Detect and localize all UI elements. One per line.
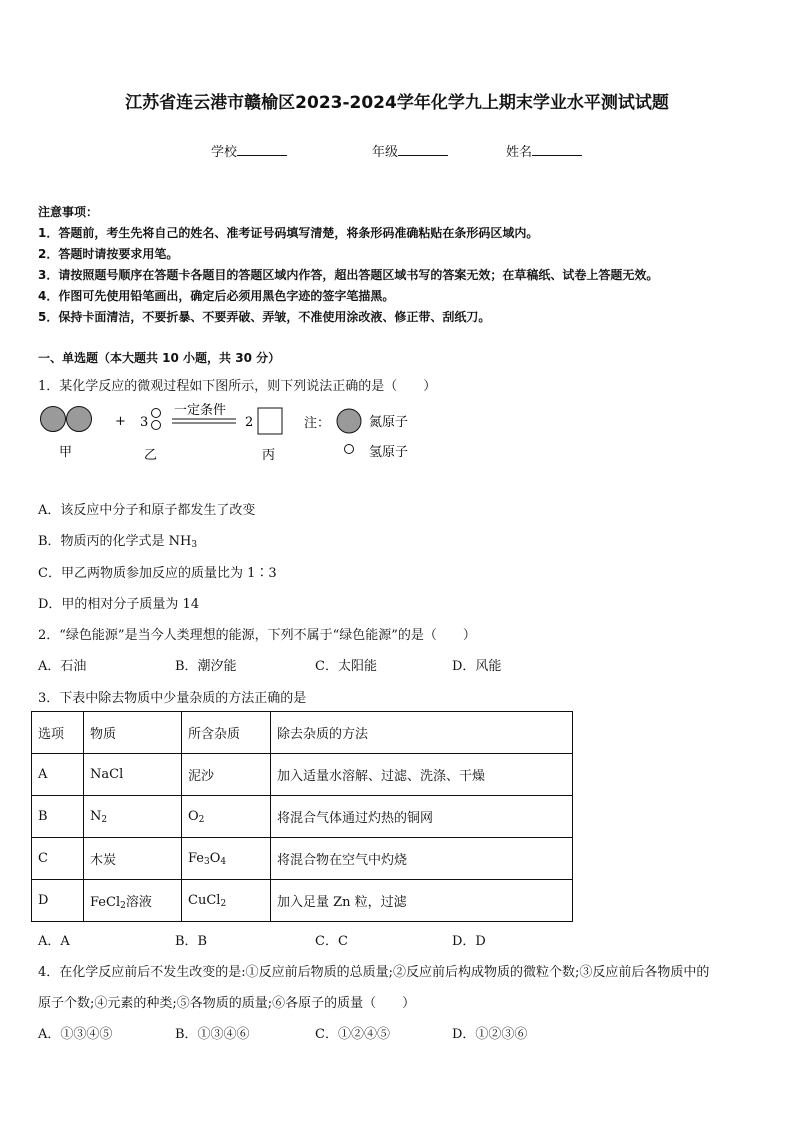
grade-blank xyxy=(398,143,448,156)
q4-option-a: A．①③④⑤ xyxy=(38,1027,113,1042)
plus-sign: + xyxy=(115,414,126,429)
q4-option-d: D．①②③⑥ xyxy=(452,1027,528,1042)
notes-heading: 注意事项： xyxy=(38,205,99,219)
q2-option-c: C．太阳能 xyxy=(315,659,377,674)
reaction-diagram xyxy=(30,398,450,472)
table-header-row xyxy=(32,712,573,754)
note-item-3: 3．请按照题号顺序在答题卡各题目的答题区域内作答，超出答题区域书写的答案无效；在草稿纸、试卷上答题无效。 xyxy=(38,268,659,282)
coef-c: 2 xyxy=(245,415,254,430)
impurity-subscript: 3 xyxy=(204,856,210,867)
table-row xyxy=(32,880,573,922)
substance-cell xyxy=(84,880,182,922)
option-cell: C xyxy=(32,838,84,880)
label-jia: 甲 xyxy=(59,445,73,460)
q3-option-a: A．A xyxy=(38,934,70,949)
q3-option-d: D．D xyxy=(452,934,486,949)
legend-h-label: 氢原子 xyxy=(369,445,409,460)
legend-h-atom-icon xyxy=(345,445,354,454)
q2-option-b: B．潮汐能 xyxy=(175,659,237,674)
impurity-text: 泥沙 xyxy=(188,769,215,784)
header-cell: 物质 xyxy=(84,712,182,754)
grade-field xyxy=(372,141,448,160)
grade-label: 年级 xyxy=(372,145,399,160)
substance-cell xyxy=(84,796,182,838)
legend-n-atom-icon xyxy=(337,409,361,433)
note-item-4: 4．作图可先使用铅笔画出，确定后必须用黑色字迹的签字笔描黑。 xyxy=(38,289,395,303)
method-cell: 加入足量 Zn 粒，过滤 xyxy=(271,880,573,922)
q1-option-c: C．甲乙两物质参加反应的质量比为 1∶3 xyxy=(38,566,277,581)
q1-option-b xyxy=(38,530,197,550)
legend-note-label: 注： xyxy=(304,416,331,431)
school-blank xyxy=(237,143,287,156)
method-cell: 将混合物在空气中灼烧 xyxy=(271,838,573,880)
impurity-cell xyxy=(182,754,271,796)
q1-option-a: A．该反应中分子和原子都发生了改变 xyxy=(38,503,256,518)
table-row xyxy=(32,754,573,796)
table-row xyxy=(32,838,573,880)
impurity-cell xyxy=(182,796,271,838)
substance-text: NaCl xyxy=(90,767,124,782)
table-row xyxy=(32,796,573,838)
coef-b: 3 xyxy=(140,415,149,430)
name-label: 姓名 xyxy=(506,145,533,160)
option-cell: A xyxy=(32,754,84,796)
option-cell: B xyxy=(32,796,84,838)
substance-text: 木炭 xyxy=(90,853,117,868)
impurity-text: Fe xyxy=(188,850,205,866)
q4-stem-line1: 4．在化学反应前后不发生改变的是:①反应前后物质的总质量;②反应前后构成物质的微粒个数;③反应前后各物质中的 xyxy=(38,965,710,980)
q2-stem: 2．“绿色能源”是当今人类理想的能源，下列不属于“绿色能源”的是（ ） xyxy=(38,628,476,643)
q3-option-c: C．C xyxy=(315,934,348,949)
q2-option-a: A．石油 xyxy=(38,659,87,674)
note-item-1: 1．答题前，考生先将自己的姓名、准考证号码填写清楚，将条形码准确粘贴在条形码区域内。 xyxy=(38,226,539,240)
q3-table xyxy=(31,711,573,922)
substance-cell xyxy=(84,838,182,880)
reaction-condition: 一定条件 xyxy=(174,403,227,418)
impurity-cell xyxy=(182,838,271,880)
label-yi: 乙 xyxy=(144,448,158,463)
h-atom-icon xyxy=(152,421,161,430)
header-cell: 除去杂质的方法 xyxy=(271,712,573,754)
name-field xyxy=(506,141,582,160)
header-cell: 所含杂质 xyxy=(182,712,271,754)
impurity-text-mid: O xyxy=(209,850,221,866)
n-atom-icon xyxy=(67,407,92,432)
school-label: 学校 xyxy=(211,145,238,160)
q4-option-b: B．①③④⑥ xyxy=(175,1027,250,1042)
q4-option-c: C．①②④⑤ xyxy=(315,1027,390,1042)
q3-stem: 3．下表中除去物质中少量杂质的方法正确的是 xyxy=(38,691,307,706)
option-cell: D xyxy=(32,880,84,922)
substance-text-tail: 溶液 xyxy=(125,894,152,910)
substance-cell xyxy=(84,754,182,796)
substance-subscript: 2 xyxy=(101,814,108,825)
method-cell: 将混合气体通过灼热的铜网 xyxy=(271,796,573,838)
section-heading: 一、单选题（本大题共 10 小题，共 30 分） xyxy=(38,351,281,365)
page-title: 江苏省连云港市赣榆区2023-2024学年化学九上期末学业水平测试试题 xyxy=(125,93,669,113)
q4-stem-line2: 原子个数;④元素的种类;⑤各物质的质量;⑥各原子的质量（ ） xyxy=(38,996,416,1011)
q1-option-b-sub: 3 xyxy=(191,540,198,550)
method-cell: 加入适量水溶解、过滤、洗涤、干燥 xyxy=(271,754,573,796)
n-atom-icon xyxy=(41,407,66,432)
h-atom-icon xyxy=(152,409,161,418)
note-item-2: 2．答题时请按要求用笔。 xyxy=(38,247,179,261)
q1-option-b-text: B．物质丙的化学式是 NH xyxy=(38,534,192,549)
impurity-text: CuCl xyxy=(188,892,221,908)
legend-n-label: 氮原子 xyxy=(369,415,409,430)
q1-option-d: D．甲的相对分子质量为 14 xyxy=(38,597,200,612)
q1-stem: 1．某化学反应的微观过程如下图所示，则下列说法正确的是（ ） xyxy=(38,379,437,394)
product-box xyxy=(258,408,282,434)
name-blank xyxy=(532,143,582,156)
substance-text: N xyxy=(90,808,102,824)
header-cell: 选项 xyxy=(32,712,84,754)
substance-text: FeCl xyxy=(90,894,121,910)
substance-subscript: 2 xyxy=(120,900,126,911)
q2-option-d: D．风能 xyxy=(452,659,502,674)
q3-option-b: B．B xyxy=(175,934,208,949)
school-field xyxy=(211,141,287,160)
impurity-subscript-2: 4 xyxy=(220,856,227,867)
impurity-subscript: 2 xyxy=(198,814,205,825)
note-item-5: 5．保持卡面清洁，不要折暴、不要弄破、弄皱，不准使用涂改液、修正带、刮纸刀。 xyxy=(38,310,491,324)
impurity-subscript: 2 xyxy=(220,898,227,909)
impurity-text: O xyxy=(188,808,199,824)
label-bing: 丙 xyxy=(262,448,276,463)
impurity-cell xyxy=(182,880,271,922)
